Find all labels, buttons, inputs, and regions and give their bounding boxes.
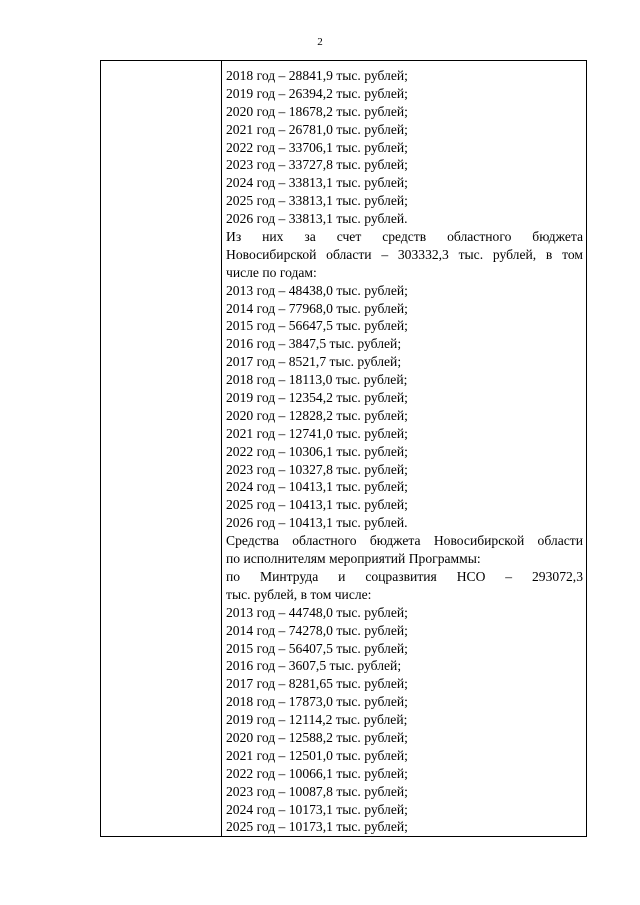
text-line: 2026 год – 33813,1 тыс. рублей. <box>226 211 408 227</box>
text-line: 2025 год – 10413,1 тыс. рублей; <box>226 497 408 513</box>
text-line: 2021 год – 12741,0 тыс. рублей; <box>226 425 408 441</box>
text-line: 2024 год – 33813,1 тыс. рублей; <box>226 175 408 191</box>
text-line: 2020 год – 12588,2 тыс. рублей; <box>226 729 408 745</box>
text-line: тыс. рублей, в том числе: <box>226 586 372 602</box>
text-line: 2026 год – 10413,1 тыс. рублей. <box>226 515 408 531</box>
text-line: 2017 год – 8281,65 тыс. рублей; <box>226 676 408 692</box>
text-line: 2014 год – 74278,0 тыс. рублей; <box>226 622 408 638</box>
text-line: Средства областного бюджета Новосибирской области <box>226 533 583 549</box>
text-line: 2022 год – 10306,1 тыс. рублей; <box>226 443 408 459</box>
text-line: 2013 год – 44748,0 тыс. рублей; <box>226 604 408 620</box>
text-line: 2019 год – 26394,2 тыс. рублей; <box>226 85 408 101</box>
text-line: Из них за счет средств областного бюджета <box>226 229 583 245</box>
text-line: по Минтруда и соцразвития НСО – 293072,3 <box>226 568 583 584</box>
text-line: 2021 год – 26781,0 тыс. рублей; <box>226 121 408 137</box>
column-divider <box>221 61 222 836</box>
text-line: 2023 год – 33727,8 тыс. рублей; <box>226 157 408 173</box>
text-line: 2015 год – 56647,5 тыс. рублей; <box>226 318 408 334</box>
funding-table <box>100 60 587 837</box>
page-number: 2 <box>317 36 323 48</box>
text-line: 2016 год – 3847,5 тыс. рублей; <box>226 336 402 352</box>
text-line: 2022 год – 10066,1 тыс. рублей; <box>226 765 408 781</box>
text-line: 2017 год – 8521,7 тыс. рублей; <box>226 354 402 370</box>
text-line: по исполнителям мероприятий Программы: <box>226 551 481 567</box>
text-line: 2024 год – 10173,1 тыс. рублей; <box>226 801 408 817</box>
text-line: 2025 год – 10173,1 тыс. рублей; <box>226 819 408 835</box>
table-cell-left-empty <box>101 61 221 836</box>
text-line: 2015 год – 56407,5 тыс. рублей; <box>226 640 408 656</box>
text-line: 2018 год – 18113,0 тыс. рублей; <box>226 372 408 388</box>
text-line: 2018 год – 17873,0 тыс. рублей; <box>226 694 408 710</box>
text-line: 2020 год – 18678,2 тыс. рублей; <box>226 103 408 119</box>
text-line: 2020 год – 12828,2 тыс. рублей; <box>226 407 408 423</box>
text-line: 2014 год – 77968,0 тыс. рублей; <box>226 300 408 316</box>
text-line: 2013 год – 48438,0 тыс. рублей; <box>226 282 408 298</box>
table-cell-funding-text <box>226 67 583 836</box>
text-line: 2023 год – 10087,8 тыс. рублей; <box>226 783 408 799</box>
text-line: 2025 год – 33813,1 тыс. рублей; <box>226 193 408 209</box>
text-line: 2019 год – 12354,2 тыс. рублей; <box>226 390 408 406</box>
text-line: 2024 год – 10413,1 тыс. рублей; <box>226 479 408 495</box>
text-line: 2019 год – 12114,2 тыс. рублей; <box>226 712 408 728</box>
text-line: 2022 год – 33706,1 тыс. рублей; <box>226 139 408 155</box>
text-line: 2023 год – 10327,8 тыс. рублей; <box>226 461 408 477</box>
text-line: 2021 год – 12501,0 тыс. рублей; <box>226 747 408 763</box>
text-line: 2018 год – 28841,9 тыс. рублей; <box>226 68 408 83</box>
text-line: числе по годам: <box>226 264 317 280</box>
text-line: Новосибирской области – 303332,3 тыс. рублей, в том <box>226 246 583 262</box>
text-line: 2016 год – 3607,5 тыс. рублей; <box>226 658 402 674</box>
